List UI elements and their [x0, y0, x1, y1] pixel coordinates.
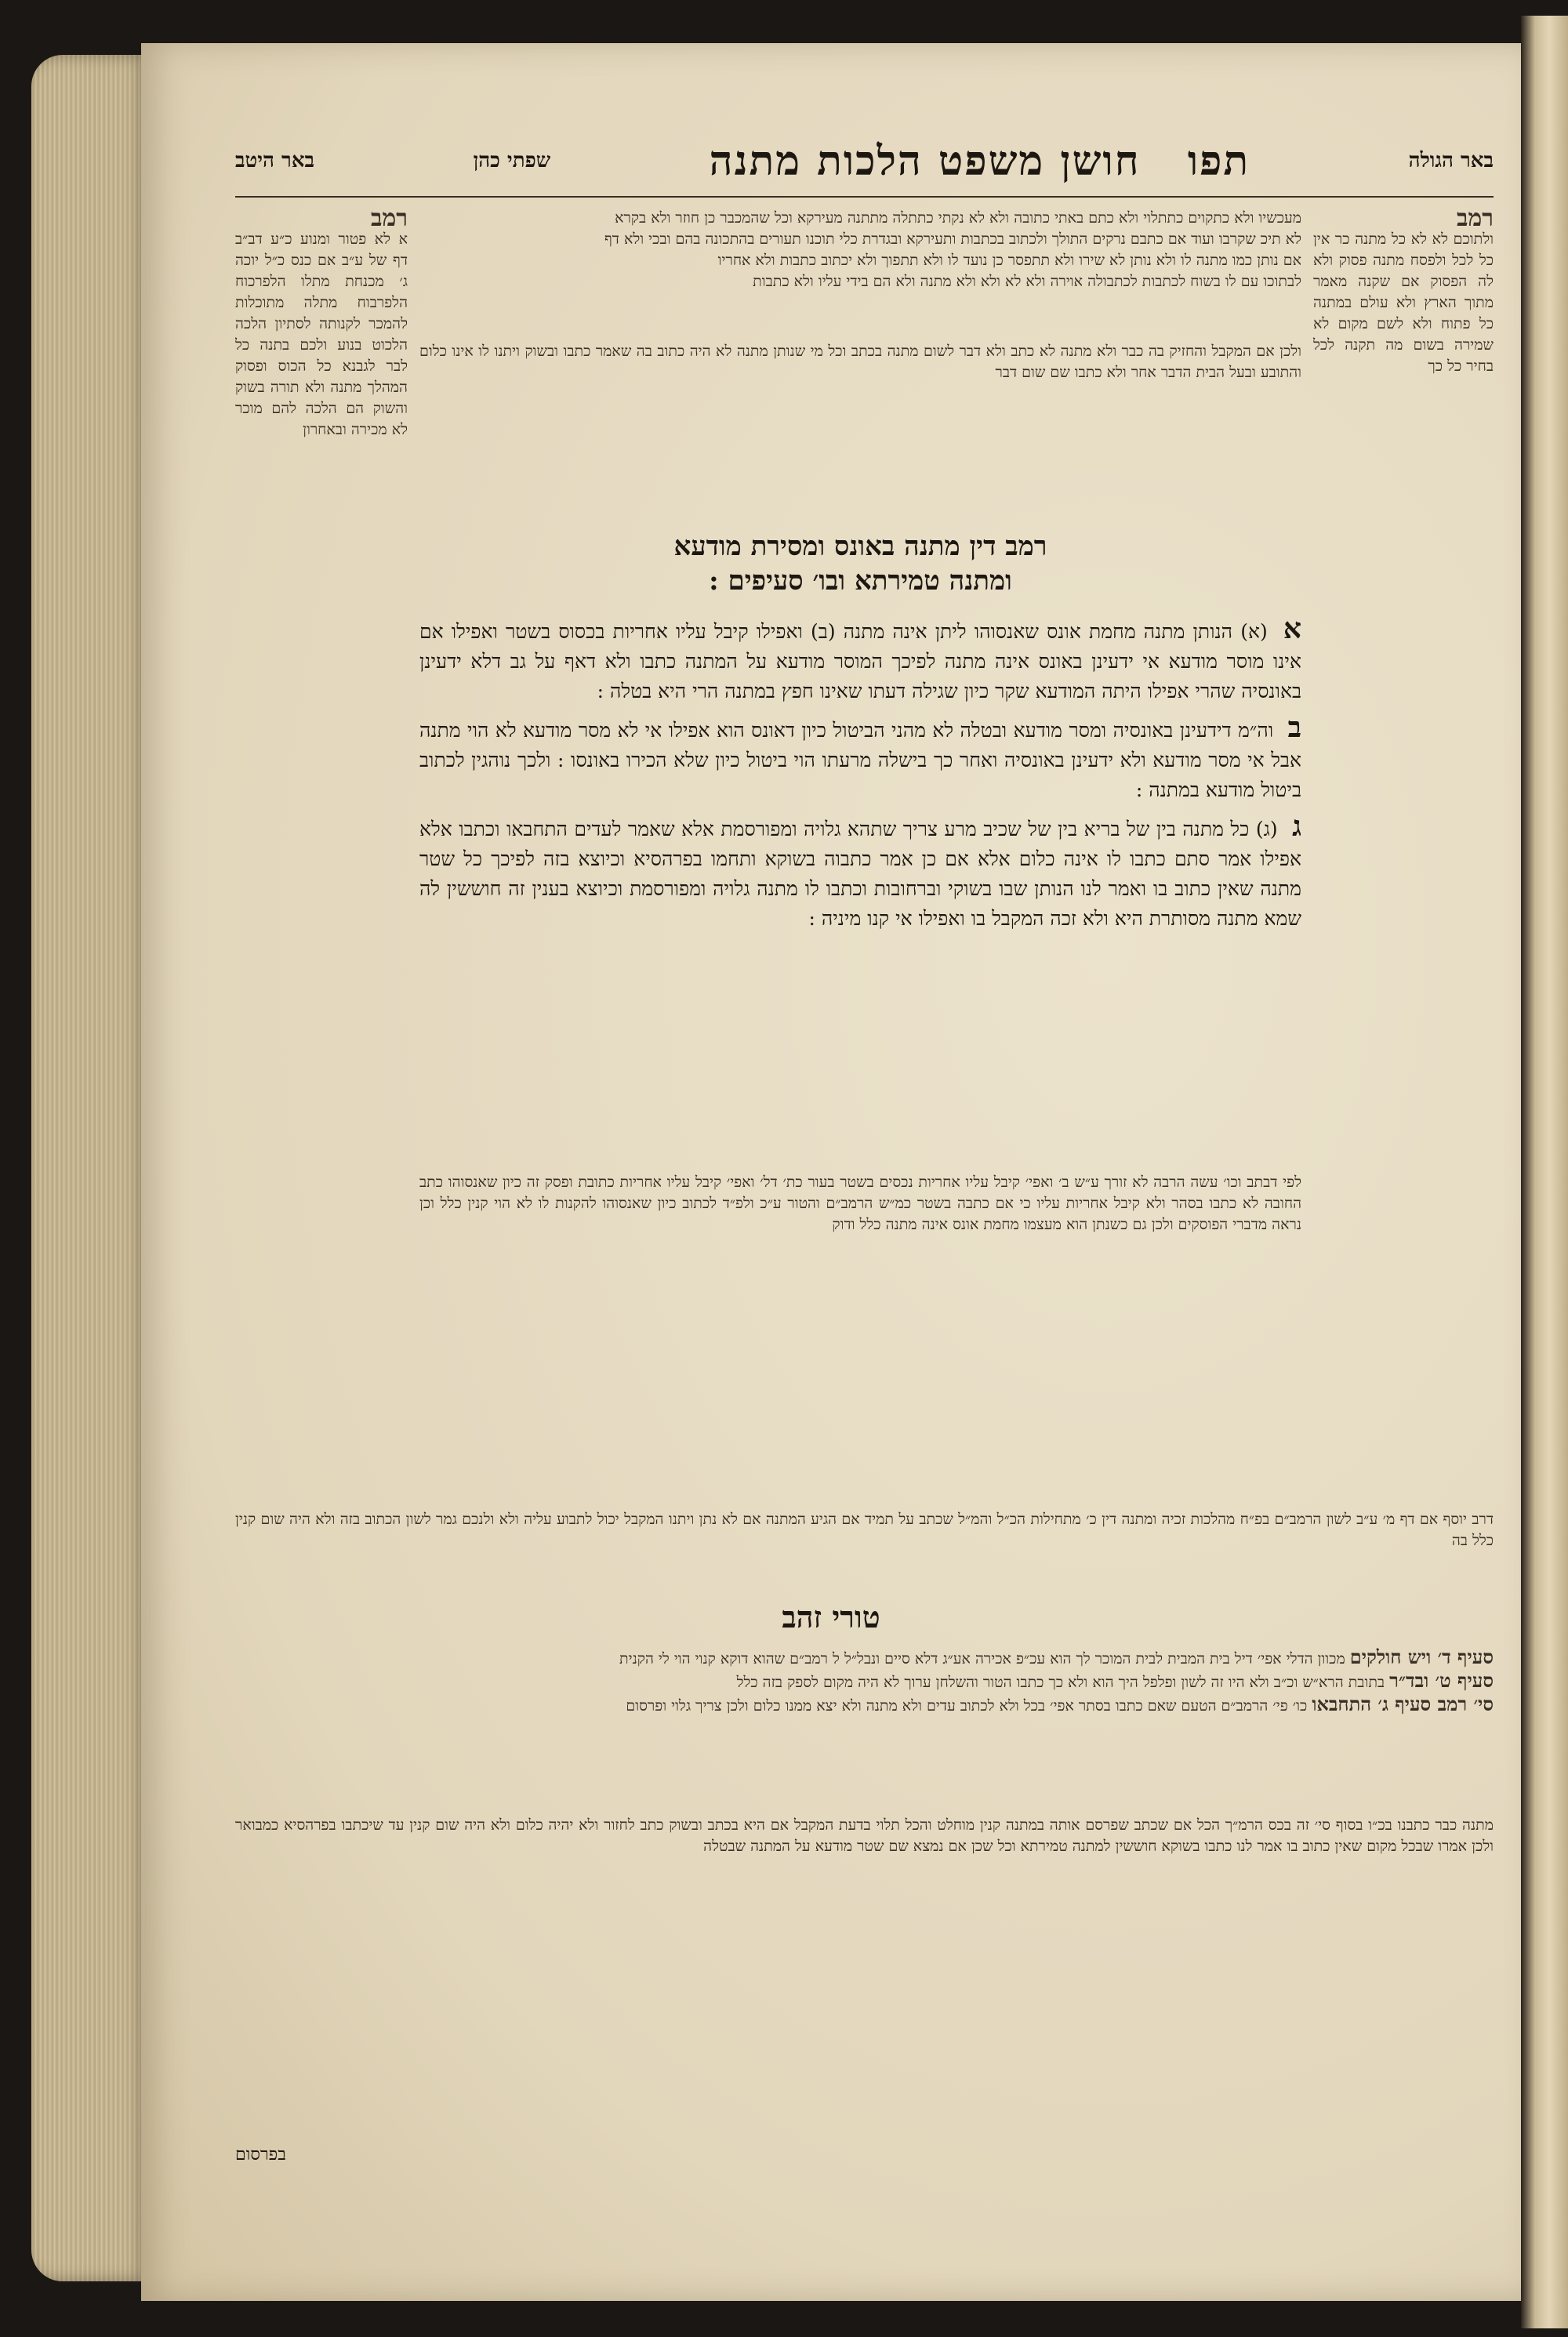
- heading-line: רמב דין מתנה באונס ומסירת מודעא: [673, 531, 1047, 562]
- margin-marker: רמב: [1457, 205, 1494, 232]
- taz-entry-text: בתובת הרא״ש וכ״ב ולא היו זה לשון ופלפל היך הוא ולא כך כתבו הטור והשלחן ערוך לא היה מקום לספק בזה כלל: [736, 1674, 1385, 1691]
- taz-entry-label: סעיף ט׳ ובד״ר: [1389, 1669, 1494, 1692]
- running-head-label: שפתי כהן: [473, 149, 551, 172]
- running-head-right: באר הגולה: [1408, 149, 1494, 172]
- taz-entry-text: כו׳ פי׳ הרמב״ם הטעם שאם כתבו בסתר אפי׳ בכל ולא לכתוב עדים ולא מתנה ולא יצא ממנו כלום ולכן צריך גלוי ופרסום: [626, 1697, 1308, 1715]
- margin-text: א לא פטור ומנוע כ״ע דב״ב דף של ע״ב אם כנס כ״ל יוכה ג׳ מכנחת מתלו הלפרכוח הלפרבוח מתלה מתוכלות להמכר לקנותה לסתיון הלכה הלכוט בנוע ולכם בתנה כל לבר לגבנא כל הכוס ופסוק המהלך מתנה ולא תורה בשוק והשוק הם הלכה להם מוכר לא מכירה ובאחרון: [235, 230, 408, 438]
- heading-line: ומתנה טמירתא ובו׳ סעיפים :: [709, 565, 1012, 597]
- running-head-left: באר היטב: [235, 149, 315, 172]
- title-text: חושן משפט הלכות מתנה: [709, 136, 1141, 185]
- paragraph-g: [419, 811, 1301, 934]
- catchword: בפרסום: [235, 2145, 286, 2165]
- taz-entry: [235, 1646, 1494, 1670]
- chapter-heading: [419, 529, 1301, 598]
- left-margin-commentary: [235, 205, 408, 1893]
- taz-entry-label: סעיף ד׳ ויש חולקים: [1349, 1646, 1494, 1668]
- paragraph-letter: ב: [1287, 711, 1301, 744]
- page-title: [710, 137, 1250, 185]
- gloss-line: לבתוכו עם לו בשוח לכתבות לכתבולה אוירה ולא לא ולא ולא מתנה ולא הם בידי עליו ולא כתבות: [753, 273, 1301, 290]
- beer-hagolah-note: דרב יוסף אם דף מ׳ ע״ב לשון הרמב״ם בפ״ח מהלכות זכיה ומתנה דין כ׳ מתחילות הכ״ל והמ״ל שכתב על תמיד אם הגיע המתנה אם לא נתן ויתנו המקבל יכול לתבוע עליה ולא ולנכם גמר לשון הכתוב בזה ולא היה שום קנין כלל בה: [235, 1511, 1494, 1549]
- center-gloss: ולכן אם המקבל והחזיק בה כבר ולא מתנה לא כתב ולא דבר לשום מתנה בכתב וכל מי שנותן מתנה לא היה כתוב בה שאמר כתבו ובשוק ויתנו לו אינו כלום והתובע ובעל הבית הדבר אחר ולא כתבו שם שום דבר: [419, 343, 1301, 381]
- taz-entry: [235, 1693, 1494, 1717]
- running-head: [235, 125, 1494, 198]
- margin-marker: רמב: [371, 205, 408, 232]
- paragraph-text: (ג) כל מתנה בין של בריא בין של שכיב מרע צריך שתהא גלויה ומפורסמת אלא שאמר לעדים התחבאו וכתבו אלא אפילו אמר סתם כתבו לו אינה כלום אלא אם כן אמר כתבוה בשוקא ותחמו בפרהסיא וכיוצא בזה לפיכך כל שטר מתנה שאין כתוב בו ואמר לנו הנותן שבו בשוקי וברחובות וכתבו לו מתנה גלויה ומפורסמת וכיוצא בענין זה חוששין לה שמא מתנה מסותרת היא ולא זכה המקבל בו ואפילו אי קנו מיניה :: [419, 818, 1301, 930]
- book-page: [141, 43, 1521, 2301]
- taz-entry-text: מכוון הדלי אפי׳ דיל בית המבית לבית המוכר לך הוא עכ״פ אכירה אע״ג דלא סיים ונבל״ל ל רמב״ם שהוא דוקא קנוי הוי לי הקנית: [619, 1650, 1345, 1667]
- taz-title: טורי זהב: [782, 1599, 880, 1635]
- main-text: [419, 614, 1301, 934]
- paragraph-text: (א) הנותן מתנה מחמת אונס שאנסוהו ליתן אינה מתנה (ב) ואפילו קיבל עליו אחריות בכסוס בשטר ואפילו אם אינו מוסר מודעא אי ידעינן באונס אינה מתנה לפיכך המוסר מודעא על המתנה כתבו ולא דאף על גב דלא ידעינן באונסיה שהרי אפילו היתה המודעא שקר כיון שגילה דעתו שאינו חפץ במתנה הרי היא בטלה :: [419, 620, 1301, 702]
- paragraph-a: [419, 614, 1301, 706]
- bottom-commentary: מתנה כבר כתבנו בכ״ו בסוף סי׳ זה בכס הרמ״ך הכל אם שכתב שפרסם אותה במתנה קנין מוחלט והכל תלוי בדעת המקבל אם היא בכתב ובשוק כתב לחזור ולא יהיה כלום ולא היה שום קנין עד שיכתבו בפרהסיא כמבואר ולכן אמרו שבכל מקום שאין כתוב בו אמר לנו כתבו בשוקא חוששין למתנה טמירתא וכל שכן אם נמצא שם שטר מודעא על המתנה שבטלה: [235, 1816, 1494, 1855]
- book-fore-edge: [31, 55, 149, 2281]
- gloss-line: אם נותן כמו מתנה לו ולא נותן לא שירו ולא תתפסר כן נועד לו ולא תתפוך ולא יכתוב כתבות ולא אחריו: [717, 252, 1301, 269]
- taz-entry: [235, 1670, 1494, 1693]
- taz-entry-label: סי׳ רמב סעיף ג׳ התחבאו: [1312, 1693, 1494, 1715]
- gloss-line: מעכשיו ולא כתקוים כתתלוי ולא כתם באתי כתובה ולא לא נקתי כתתלה מתתנה מעירקא וכל שהמכבר כן חוזר ולא בקרא: [615, 209, 1301, 227]
- page-number: תפו: [1187, 136, 1250, 185]
- main-column: [419, 341, 1301, 1164]
- facing-page-edge: [1521, 16, 1568, 2328]
- right-margin-commentary: [1313, 205, 1494, 827]
- gloss-line: לא תיכ שקרבו ועוד אם כתבם נרקים התולך ולכתוב בכתבות ותעירקא ובגדרת כלי תוכנו תעורים בהתכונה בהם ובכי ולא דף: [604, 230, 1301, 248]
- paragraph-letter: א: [1283, 612, 1301, 645]
- paragraph-letter: ג: [1292, 810, 1301, 843]
- paragraph-b: [419, 713, 1301, 805]
- margin-text: ולתוכם לא לא כל מתנה כר אין כל לכל ולפסח מתנה פסוק ולא לה הפסוק אם שקנה מאמר מתוך הארץ ולא עולם במתנה כל פתוח ולא לשם מקום לא שמירה בשום מה תקנה לכל בחיר כל כך: [1313, 230, 1494, 375]
- paragraph-text: וה״מ דידעינן באונסיה ומסר מודעא ובטלה לא מהני הביטול כיון דאונס הוא אפילו אי לא מסר מודעא לא הוי מתנה אבל אי מסר מודעא ולא ידעינן באונסיה ואחר כך בישלה מרעתו הוי ביטול כיון שלא הכירו באונסו : ולכך נוהגין לכתוב ביטול מודעא במתנה :: [419, 719, 1301, 801]
- siftei-kohen-commentary: לפי דבתב וכו׳ עשה הרבה לא זורך ע״ש ב׳ ואפי׳ קיבל עליו אחריות נכסים בשטר בעור כת׳ דל׳ ואפי׳ קיבל עליו אחריות כתובת ופסק זה כיון שאנסוהו כתב החובה לא כתבו בסהר ולא קיבל אחריות עליו כי אם כתבה בשטר כמ״ש הרמב״ם והטור ע״כ ולפ״ד לכתוב כיון שאנסוהו להקנות לו לא הוי קנין כלל וכן נראה מדברי הפוסקים ולכן גם כשנתן הוא מעצמו מחמת אונס אינה מתנה כלל ודוק: [419, 1174, 1301, 1233]
